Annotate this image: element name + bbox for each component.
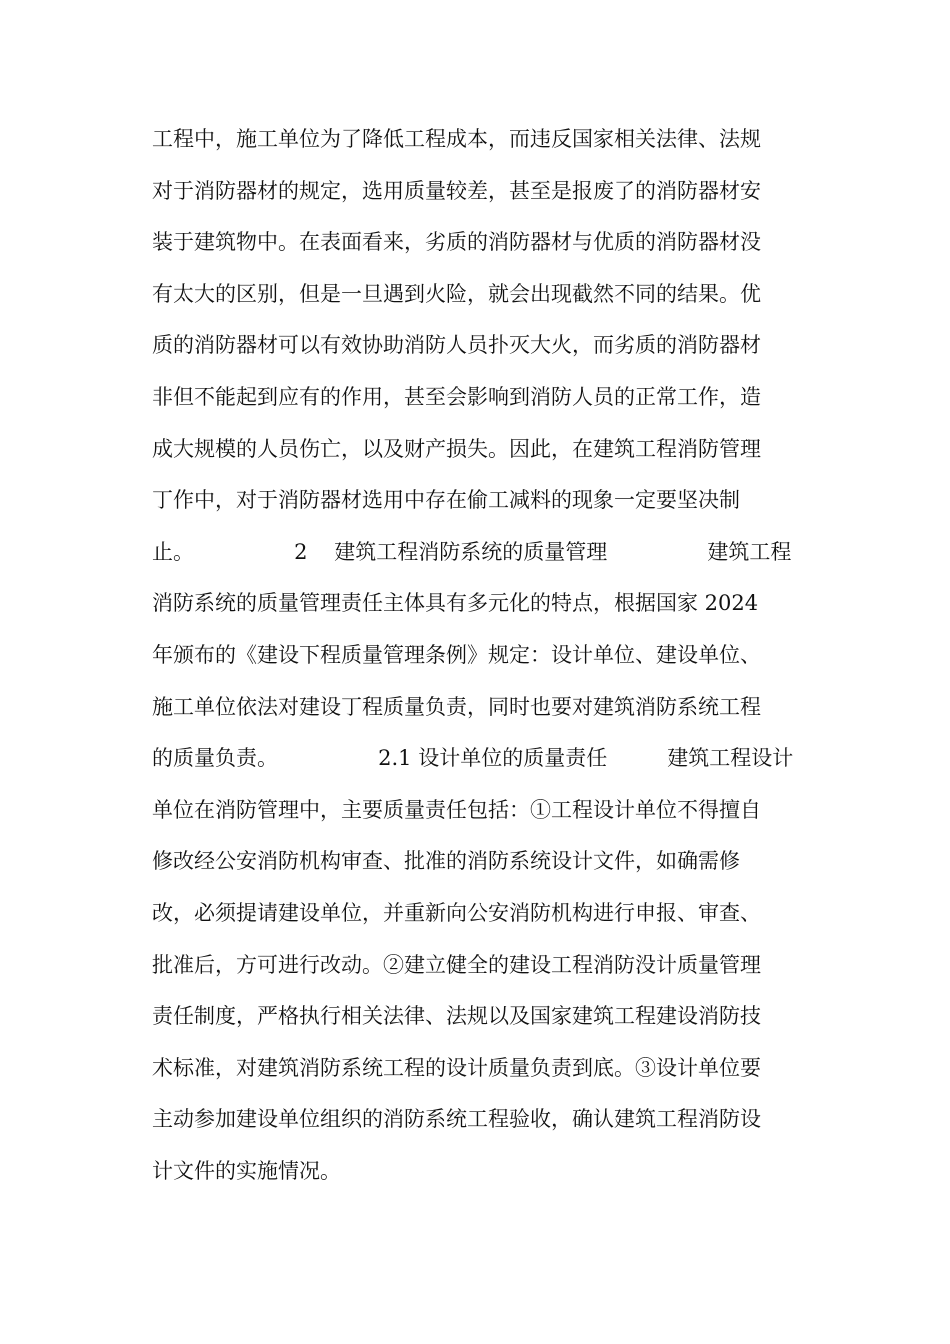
text-line: 装于建筑物中。在表面看来，劣质的消防器材与优质的消防器材没: [152, 230, 761, 255]
text-line: 改，必须提请建设单位，并重新向公安消防机构进行申报、审查、: [152, 900, 761, 925]
text-line: 对于消防器材的规定，选用质量较差，甚至是报废了的消防器材安: [152, 178, 761, 203]
text-line: 主动参加建设单位组织的消防系统工程验收，确认建筑工程消防设: [152, 1107, 761, 1132]
text-line: 施工单位依法对建设丁程质量负责，同时也要对建筑消防系统工程: [152, 694, 761, 719]
text-line: 工程中，施工单位为了降低工程成本，而违反国家相关法律、法规: [152, 127, 761, 151]
text-line: 有太大的区别，但是一旦遇到火险，就会出现截然不同的结果。优: [152, 281, 761, 306]
text-line: 年颁布的《建设下程质量管理条例》规定：设计单位、建设单位、: [152, 642, 761, 667]
text-line: 丁作中，对于消防器材选用中存在偷工减料的现象一定要坚决制: [152, 488, 740, 513]
text-line: 成大规模的人员伤亡，以及财产损失。因此，在建筑工程消防管理: [152, 436, 761, 461]
text-line: 单位在消防管理中，主要质量责任包括：①工程设计单位不得擅自: [152, 797, 761, 822]
text-line: 质的消防器材可以有效协助消防人员扑灭大火，而劣质的消防器材: [152, 333, 761, 358]
text-line: 术标准，对建筑消防系统工程的设计质量负责到底。③设计单位要: [152, 1055, 761, 1080]
text-line: 的质量负责。 2.1 设计单位的质量责任 建筑工程设计: [152, 746, 794, 771]
text-line: 消防系统的质量管理责任主体具有多元化的特点，根据国家 2024: [152, 591, 759, 616]
text-line: 计文件的实施情况。: [152, 1158, 341, 1183]
text-line: 修改经公安消防机构审查、批准的消防系统设计文件，如确需修: [152, 849, 740, 874]
text-line: 非但不能起到应有的作用，甚至会影响到消防人员的正常工作，造: [152, 384, 761, 409]
text-line: 批准后，方可进行改动。②建立健全的建设工程消防没计质量管理: [152, 952, 761, 977]
body-text: [152, 114, 812, 1197]
text-line: 止。 2 建筑工程消防系统的质量管理 建筑工程: [152, 539, 792, 564]
text-line: 责任制度，严格执行相关法律、法规以及国家建筑工程建设消防技: [152, 1004, 761, 1029]
